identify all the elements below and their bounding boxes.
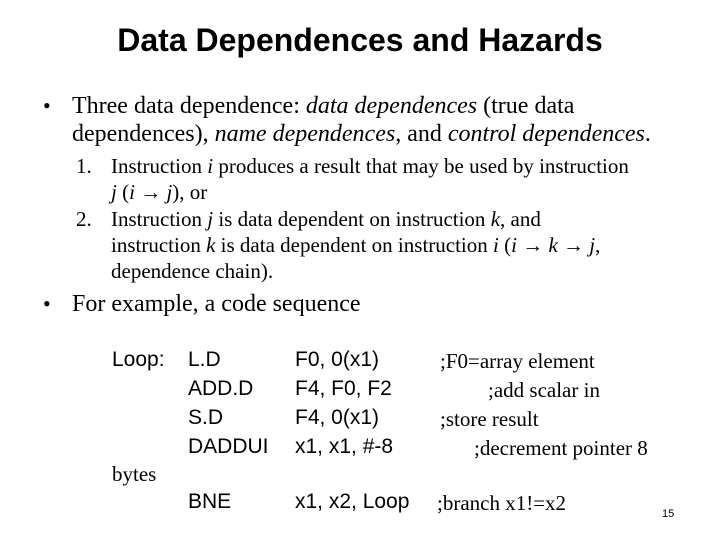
text-segment: , and bbox=[395, 121, 448, 147]
text-segment-italic: control dependences bbox=[447, 121, 645, 147]
text-segment-italic: k bbox=[206, 233, 216, 257]
code-op: S.D bbox=[188, 406, 224, 429]
code-args: F0, 0(x1) bbox=[295, 348, 380, 371]
list-item-1-line-1 bbox=[111, 154, 629, 179]
text-segment-italic: j bbox=[166, 180, 173, 204]
code-comment: ;store result bbox=[440, 407, 539, 431]
list-number: 1. bbox=[76, 154, 92, 178]
text-segment: ( bbox=[498, 233, 512, 257]
code-label-loop: Loop: bbox=[112, 348, 165, 371]
bullet-2-text: For example, a code sequence bbox=[72, 291, 361, 317]
text-segment: (true data bbox=[477, 93, 575, 119]
text-segment-italic: i bbox=[511, 233, 517, 257]
text-segment: , bbox=[595, 233, 601, 257]
code-args: F4, 0(x1) bbox=[295, 406, 380, 429]
arrow: → bbox=[516, 233, 549, 257]
page-number: 15 bbox=[662, 508, 675, 520]
list-item-1-line-2 bbox=[111, 180, 207, 205]
code-comment: ;add scalar in bbox=[488, 378, 600, 402]
code-comment: ;branch x1!=x2 bbox=[437, 491, 567, 515]
bullet-1-line-1 bbox=[72, 93, 574, 120]
text-segment: Three data dependence: bbox=[72, 93, 306, 119]
text-segment-italic: i bbox=[493, 233, 499, 257]
slide-title: Data Dependences and Hazards bbox=[117, 22, 603, 58]
text-segment: dependences), bbox=[72, 121, 215, 147]
arrow: → bbox=[134, 180, 167, 204]
text-segment-italic: k bbox=[548, 233, 558, 257]
code-args: x1, x1, #-8 bbox=[295, 435, 394, 458]
text-segment: , and bbox=[500, 207, 541, 231]
code-args: x1, x2, Loop bbox=[295, 490, 410, 513]
text-segment-italic: i bbox=[207, 154, 214, 178]
text-segment-italic: i bbox=[129, 180, 135, 204]
text-segment-italic: j bbox=[111, 180, 117, 204]
list-number: 2. bbox=[76, 207, 92, 231]
list-item-2-line-1 bbox=[111, 207, 541, 232]
text-segment: is data dependent on instruction bbox=[213, 207, 491, 231]
bullet-dot: • bbox=[43, 291, 51, 316]
text-segment: Instruction bbox=[111, 207, 208, 231]
text-segment: Instruction bbox=[111, 154, 208, 178]
code-comment-wrap: bytes bbox=[112, 462, 157, 486]
bullet-dot: • bbox=[43, 93, 51, 118]
code-op: DADDUI bbox=[188, 435, 269, 458]
text-segment: ( bbox=[116, 180, 130, 204]
bullet-1-line-2 bbox=[72, 121, 651, 148]
code-op: ADD.D bbox=[188, 377, 254, 400]
code-comment: ;F0=array element bbox=[440, 349, 595, 373]
text-segment: instruction bbox=[111, 233, 207, 257]
list-item-2-line-3: dependence chain). bbox=[111, 259, 274, 283]
code-op: L.D bbox=[188, 348, 221, 371]
text-segment-italic: data dependences bbox=[305, 93, 478, 119]
list-item-2-line-2 bbox=[111, 233, 600, 258]
arrow: → bbox=[557, 233, 590, 257]
code-args: F4, F0, F2 bbox=[295, 377, 392, 400]
text-segment: ), or bbox=[172, 180, 208, 204]
text-segment-italic: j bbox=[589, 233, 596, 257]
text-segment: . bbox=[644, 121, 651, 147]
text-segment-italic: name dependences bbox=[214, 121, 396, 147]
text-segment-italic: k bbox=[490, 207, 501, 231]
text-segment: is data dependent on instruction bbox=[215, 233, 494, 257]
code-op: BNE bbox=[188, 490, 232, 513]
text-segment-italic: j bbox=[207, 207, 214, 231]
code-comment: ;decrement pointer 8 bbox=[474, 436, 648, 460]
text-segment: produces a result that may be used by instruction bbox=[213, 154, 629, 178]
